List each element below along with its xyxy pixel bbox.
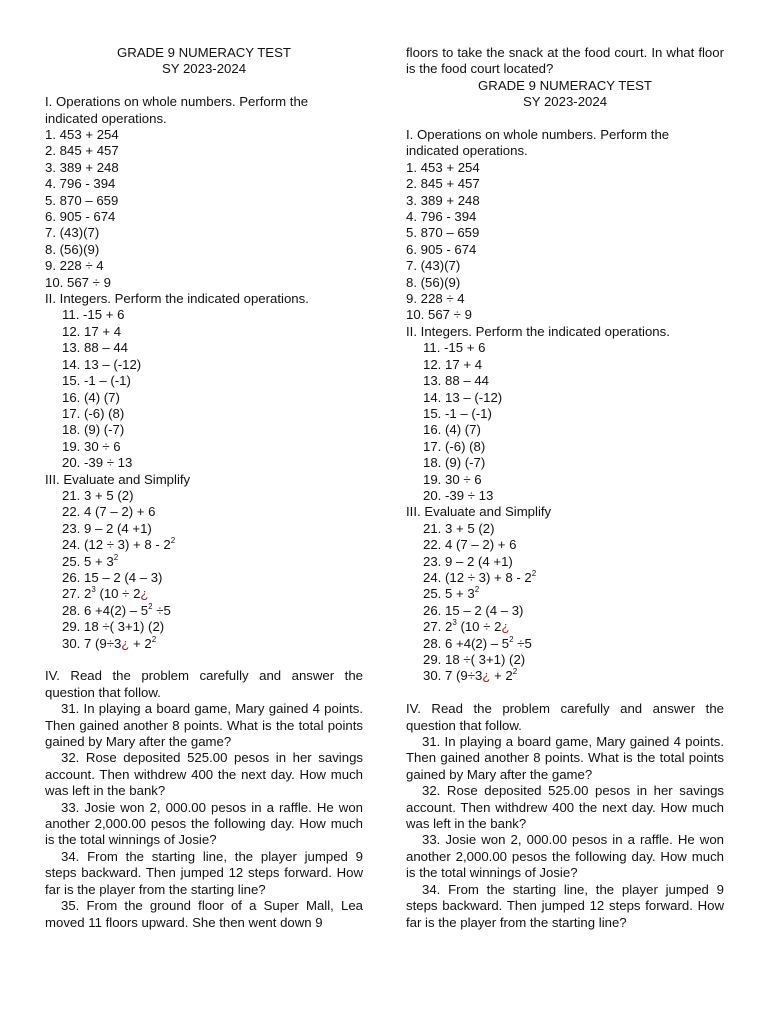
expr-text: + 2 <box>129 635 152 651</box>
part1-item: 5. 870 – 659 <box>45 192 119 208</box>
part3-item <box>45 586 363 602</box>
exponent: 2 <box>113 552 119 562</box>
part1-item: 3. 389 + 248 <box>406 192 480 208</box>
part1-item: 10. 567 ÷ 9 <box>45 274 111 290</box>
right-column <box>406 45 724 931</box>
part3-item <box>45 636 363 652</box>
left-column <box>45 45 363 931</box>
part3-item: 26. 15 – 2 (4 – 3) <box>62 569 163 585</box>
part3-item: 22. 4 (7 – 2) + 6 <box>62 504 156 520</box>
part1-item: 9. 228 ÷ 4 <box>45 258 104 274</box>
exponent: 2 <box>148 601 153 611</box>
part1-heading: I. Operations on whole numbers. Perform the indicated operations. <box>406 127 670 159</box>
part2-item: 11. -15 + 6 <box>423 340 486 356</box>
part2-item: 17. (-6) (8) <box>423 438 486 454</box>
exponent: 3 <box>91 585 96 595</box>
part1-item: 7. (43)(7) <box>406 258 461 274</box>
expr-text: + 2 <box>490 668 513 684</box>
part3-item: 22. 4 (7 – 2) + 6 <box>423 537 517 553</box>
expr-text: ÷5 <box>513 635 532 651</box>
part3-item <box>406 619 724 635</box>
part3-item <box>45 537 363 553</box>
part2-item: 20. -39 ÷ 13 <box>423 487 494 503</box>
part2-item: 18. (9) (-7) <box>423 455 486 471</box>
part4-heading: IV. Read the problem carefully and answer the question that follow. <box>45 668 363 700</box>
expr-text: 24. (12 ÷ 3) + 8 - 2 <box>423 569 532 585</box>
part1-item: 3. 389 + 248 <box>45 159 119 175</box>
exponent: 2 <box>512 667 518 677</box>
part2-item: 19. 30 ÷ 6 <box>62 438 121 454</box>
expr-text: 27. 2 <box>62 586 92 602</box>
part3-item: 29. 18 ÷( 3+1) (2) <box>423 652 526 668</box>
part2-item: 14. 13 – (-12) <box>62 356 142 372</box>
part2-item: 13. 88 – 44 <box>62 340 128 356</box>
inverted-question-glyph: ¿ <box>501 619 510 635</box>
exponent: 3 <box>452 618 457 628</box>
part2-item: 16. (4) (7) <box>423 422 481 438</box>
word-problem-continued: floors to take the snack at the food court. In what floor is the food court located? <box>406 45 724 77</box>
part2-heading: II. Integers. Perform the indicated operations. <box>406 323 670 339</box>
expr-text: 28. 6 +4(2) – 5 <box>423 635 510 651</box>
inverted-question-glyph: ¿ <box>140 586 149 602</box>
word-problem: 31. In playing a board game, Mary gained 4 points. Then gained another 8 points. What is the total points gained by Mary after the game? <box>45 701 363 750</box>
part2-item: 12. 17 + 4 <box>62 323 122 339</box>
word-problem: 32. Rose deposited 525.00 pesos in her savings account. Then withdrew 400 the next day. How much was left in the bank? <box>45 750 363 799</box>
part3-item <box>406 570 724 586</box>
part2-item: 15. -1 – (-1) <box>62 373 131 389</box>
part1-item: 6. 905 - 674 <box>406 241 477 257</box>
part2-item: 11. -15 + 6 <box>62 307 125 323</box>
word-problem: 35. From the ground floor of a Super Mall, Lea moved 11 floors upward. She then went down 9 <box>45 898 363 930</box>
test-title: GRADE 9 NUMERACY TEST <box>117 45 291 60</box>
word-problem: 34. From the starting line, the player jumped 9 steps backward. Then jumped 12 steps forward. How far is the player from the starting line? <box>45 848 363 897</box>
part2-item: 13. 88 – 44 <box>423 373 489 389</box>
exponent: 2 <box>509 634 514 644</box>
word-problem: 31. In playing a board game, Mary gained 4 points. Then gained another 8 points. What is the total points gained by Mary after the game? <box>406 734 724 782</box>
part3-item <box>406 636 724 652</box>
part2-item: 20. -39 ÷ 13 <box>62 455 133 471</box>
exponent: 2 <box>474 585 480 595</box>
expr-text: 25. 5 + 3 <box>62 553 114 569</box>
word-problem: 34. From the starting line, the player jumped 9 steps backward. Then jumped 12 steps forward. How far is the player from the starting line? <box>406 881 724 930</box>
expr-text: 27. 2 <box>423 619 453 635</box>
expr-text: ÷5 <box>152 602 171 618</box>
part3-item <box>406 586 724 602</box>
part1-item: 5. 870 – 659 <box>406 225 480 241</box>
part1-item: 7. (43)(7) <box>45 225 100 241</box>
exponent: 2 <box>151 634 157 644</box>
word-problem: 33. Josie won 2, 000.00 pesos in a raffle. He won another 2,000.00 pesos the following day. How much is the total winnings of Josie? <box>406 832 724 881</box>
inverted-question-glyph: ¿ <box>121 635 130 651</box>
test-title: GRADE 9 NUMERACY TEST <box>478 77 652 93</box>
part3-item <box>406 668 724 684</box>
part2-item: 19. 30 ÷ 6 <box>423 471 482 487</box>
part3-item: 23. 9 – 2 (4 +1) <box>423 553 513 569</box>
part1-item: 4. 796 - 394 <box>406 209 477 225</box>
part2-item: 18. (9) (-7) <box>62 422 125 438</box>
part1-item: 2. 845 + 457 <box>45 143 119 159</box>
school-year: SY 2023-2024 <box>522 94 608 110</box>
part3-item <box>45 603 363 619</box>
part4-heading: IV. Read the problem carefully and answer the question that follow. <box>406 701 724 733</box>
expr-text: 24. (12 ÷ 3) + 8 - 2 <box>62 537 171 553</box>
expr-text: (10 ÷ 2 <box>456 619 502 635</box>
part2-item: 17. (-6) (8) <box>62 405 125 421</box>
part1-heading: I. Operations on whole numbers. Perform the indicated operations. <box>45 94 309 126</box>
part1-item: 6. 905 - 674 <box>45 209 116 225</box>
school-year: SY 2023-2024 <box>161 61 247 77</box>
expr-text: 25. 5 + 3 <box>423 586 475 602</box>
part1-item: 9. 228 ÷ 4 <box>406 291 465 307</box>
expr-text: 30. 7 (9÷3 <box>423 668 483 684</box>
part1-item: 10. 567 ÷ 9 <box>406 307 472 323</box>
word-problem: 33. Josie won 2, 000.00 pesos in a raffle. He won another 2,000.00 pesos the following day. How much is the total winnings of Josie? <box>45 799 363 848</box>
part3-item: 21. 3 + 5 (2) <box>423 520 495 536</box>
part3-item: 23. 9 – 2 (4 +1) <box>62 520 152 536</box>
part1-item: 4. 796 - 394 <box>45 176 116 192</box>
part3-item: 29. 18 ÷( 3+1) (2) <box>62 619 165 635</box>
part3-heading: III. Evaluate and Simplify <box>45 471 191 487</box>
part1-item: 8. (56)(9) <box>45 241 100 257</box>
inverted-question-glyph: ¿ <box>482 668 491 684</box>
expr-text: (10 ÷ 2 <box>95 586 141 602</box>
part1-item: 8. (56)(9) <box>406 274 461 290</box>
part3-item <box>45 554 363 570</box>
part3-item: 21. 3 + 5 (2) <box>62 487 134 503</box>
part2-item: 15. -1 – (-1) <box>423 405 492 421</box>
exponent: 2 <box>531 568 537 578</box>
part1-item: 1. 453 + 254 <box>406 159 480 175</box>
part2-item: 16. (4) (7) <box>62 389 120 405</box>
part2-item: 14. 13 – (-12) <box>423 389 503 405</box>
part3-item: 26. 15 – 2 (4 – 3) <box>423 602 524 618</box>
part1-item: 1. 453 + 254 <box>45 127 119 143</box>
expr-text: 28. 6 +4(2) – 5 <box>62 602 149 618</box>
part2-item: 12. 17 + 4 <box>423 356 483 372</box>
word-problem: 32. Rose deposited 525.00 pesos in her savings account. Then withdrew 400 the next day. How much was left in the bank? <box>406 783 724 832</box>
part1-item: 2. 845 + 457 <box>406 176 480 192</box>
part3-heading: III. Evaluate and Simplify <box>406 504 552 520</box>
part2-heading: II. Integers. Perform the indicated operations. <box>45 291 309 307</box>
expr-text: 30. 7 (9÷3 <box>62 635 122 651</box>
exponent: 2 <box>170 536 176 546</box>
